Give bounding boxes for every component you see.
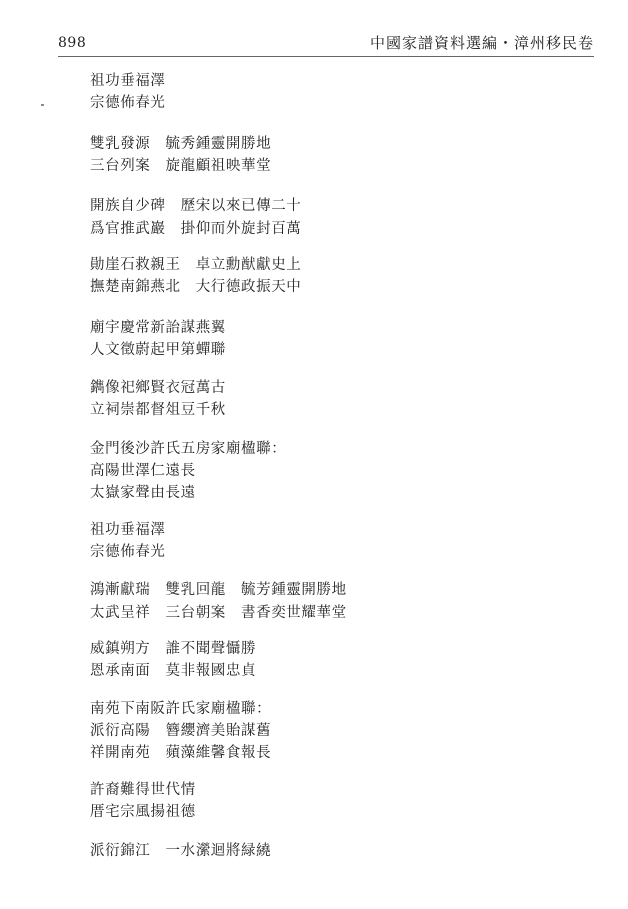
couplet-line: 太嶽家聲由長遠 bbox=[90, 485, 196, 501]
couplet-line: 恩承南面 莫非報國忠貞 bbox=[90, 663, 257, 679]
couplet-line: 祖功垂福澤 bbox=[90, 522, 166, 538]
couplet-line: 祥開南苑 蘋藻維馨食報長 bbox=[90, 745, 272, 761]
couplet-line: 鴻漸獻瑞 雙乳回龍 毓芳鍾靈開勝地 bbox=[90, 582, 347, 598]
couplet-line: 宗德佈春光 bbox=[90, 544, 166, 560]
couplet-line: 廟宇慶常新詒謀燕翼 bbox=[90, 320, 226, 336]
couplet-line: 派衍高陽 簪纓濟美貽謀舊 bbox=[90, 723, 272, 739]
stray-mark bbox=[41, 104, 44, 106]
couplet-line: 撫楚南錦燕北 大行德政振天中 bbox=[90, 279, 302, 295]
couplet-line: 厝宅宗風揚祖德 bbox=[90, 804, 196, 820]
section-heading: 南苑下南阪許氏家廟楹聯： bbox=[90, 701, 272, 717]
couplet-line: 勛崖石救親王 卓立勳猷獻史上 bbox=[90, 257, 302, 273]
couplet-line: 三台列案 旋龍顧祖映華堂 bbox=[90, 158, 272, 174]
couplet-line: 高陽世澤仁遠長 bbox=[90, 463, 196, 479]
couplet-line: 爲官推武巖 掛仰而外旋封百萬 bbox=[90, 221, 302, 237]
couplet-line: 立祠崇都督俎豆千秋 bbox=[90, 402, 226, 418]
couplet-line: 人文徵蔚起甲第蟬聯 bbox=[90, 342, 226, 358]
page-number: 898 bbox=[58, 35, 87, 51]
couplet-line: 開族自少碑 歷宋以來已傳二十 bbox=[90, 198, 302, 214]
couplet-line: 雙乳發源 毓秀鍾靈開勝地 bbox=[90, 136, 272, 152]
couplet-line: 鐫像祀鄉賢衣冠萬古 bbox=[90, 380, 226, 396]
couplet-line: 威鎮朔方 誰不聞聲懾勝 bbox=[90, 641, 257, 657]
couplet-line: 太武呈祥 三台朝案 書香奕世耀華堂 bbox=[90, 605, 347, 621]
couplet-line: 宗德佈春光 bbox=[90, 95, 166, 111]
section-heading: 金門後沙許氏五房家廟楹聯： bbox=[90, 441, 287, 457]
running-title: 中國家譜資料選編・漳州移民卷 bbox=[369, 34, 594, 52]
couplet-line: 許裔難得世代情 bbox=[90, 782, 196, 798]
page-header bbox=[58, 34, 594, 57]
couplet-line: 派衍錦江 一水瀠迴將緑繞 bbox=[90, 843, 272, 859]
couplet-line: 祖功垂福澤 bbox=[90, 73, 166, 89]
